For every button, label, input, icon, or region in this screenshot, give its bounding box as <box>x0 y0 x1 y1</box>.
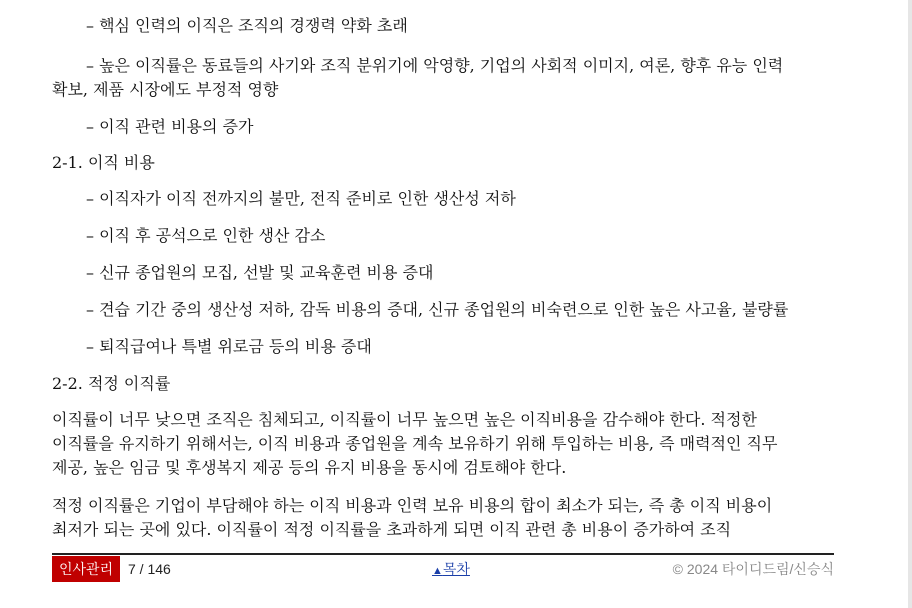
toc-label: 목차 <box>442 561 470 577</box>
list-item-continuation: 확보, 제품 시장에도 부정적 영향 <box>52 80 279 99</box>
list-item: – 이직 관련 비용의 증가 <box>86 117 254 136</box>
paragraph-line: 최저가 되는 곳에 있다. 이직률이 적정 이직률을 초과하게 되면 이직 관련 총 비용이 증가하여 조직 <box>52 520 732 539</box>
section-heading: 2-1. 이직 비용 <box>52 153 155 172</box>
paragraph-line: 적정 이직률은 기업이 부담해야 하는 이직 비용과 인력 보유 비용의 합이 최소가 되는, 즉 총 이직 비용이 <box>52 496 773 515</box>
page-number: 7 / 146 <box>128 561 171 577</box>
list-item: – 견습 기간 중의 생산성 저하, 감독 비용의 증대, 신규 종업원의 비숙련으로 인한 높은 사고율, 불량률 <box>86 300 789 319</box>
paragraph-line: 제공, 높은 임금 및 후생복지 제공 등의 유지 비용을 동시에 검토해야 한다. <box>52 458 567 477</box>
paragraph-line: 이직률을 유지하기 위해서는, 이직 비용과 종업원을 계속 보유하기 위해 투입하는 비용, 즉 매력적인 직무 <box>52 434 778 453</box>
section-badge: 인사관리 <box>52 556 120 582</box>
section-heading: 2-2. 적정 이직률 <box>52 374 171 393</box>
list-item: – 이직 후 공석으로 인한 생산 감소 <box>86 226 326 245</box>
list-item: – 핵심 인력의 이직은 조직의 경쟁력 약화 초래 <box>86 16 408 35</box>
list-item: – 신규 종업원의 모집, 선발 및 교육훈련 비용 증대 <box>86 263 434 282</box>
list-item: – 높은 이직률은 동료들의 사기와 조직 분위기에 악영향, 기업의 사회적 이미지, 여론, 향후 유능 인력 <box>86 56 784 75</box>
paragraph-line: 이직률이 너무 낮으면 조직은 침체되고, 이직률이 너무 높으면 높은 이직비용을 감수해야 한다. 적정한 <box>52 410 757 429</box>
toc-link[interactable] <box>432 556 470 584</box>
footer-divider <box>52 553 834 555</box>
list-item: – 퇴직급여나 특별 위로금 등의 비용 증대 <box>86 337 372 356</box>
copyright: © 2024 타이디드림/신승식 <box>672 561 834 577</box>
page-footer <box>52 556 834 582</box>
list-item: – 이직자가 이직 전까지의 불만, 전직 준비로 인한 생산성 저하 <box>86 189 516 208</box>
scrollbar[interactable] <box>908 0 912 608</box>
triangle-up-icon: ▲ <box>432 565 443 577</box>
